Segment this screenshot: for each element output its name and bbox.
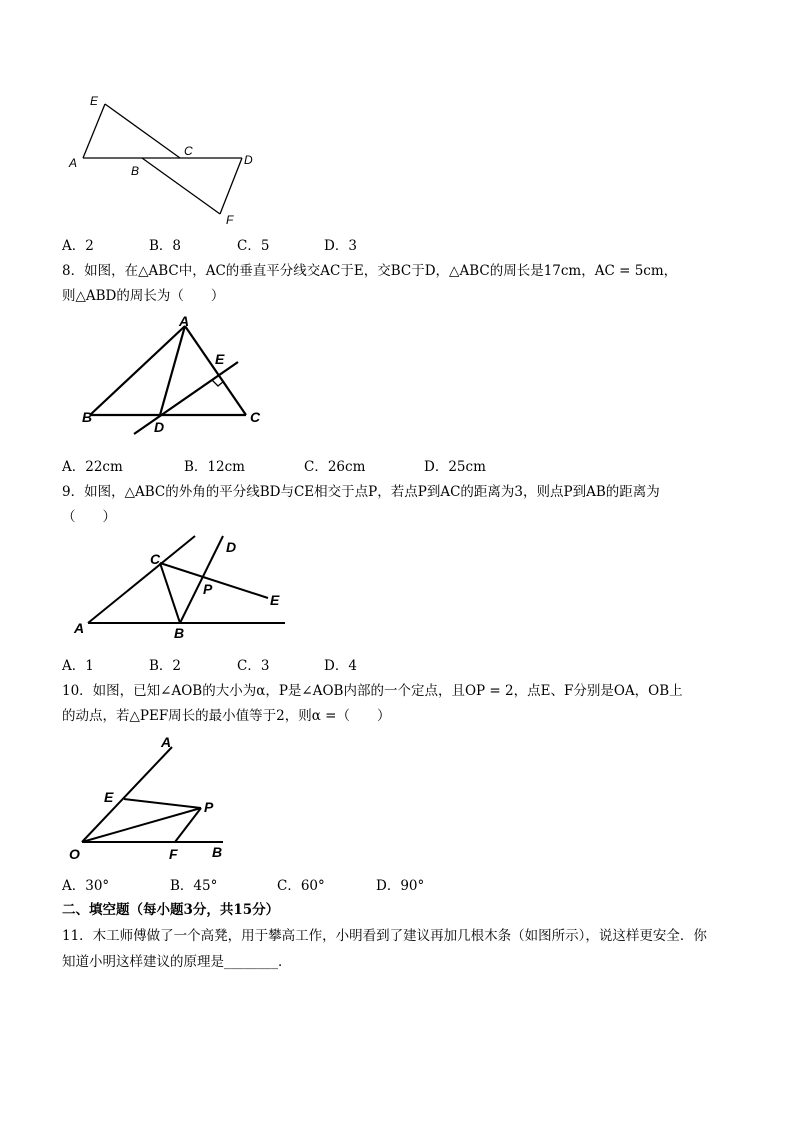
fig8-label-a: A bbox=[179, 313, 190, 329]
figure-q9 bbox=[70, 530, 310, 650]
section2-title: 二、填空题（每小题3分，共15分） bbox=[62, 902, 280, 918]
fig9-label-c: C bbox=[150, 551, 161, 567]
fig10-label-f: F bbox=[169, 846, 178, 862]
fig10-label-a: A bbox=[161, 734, 172, 750]
q9-stem-line2: （ ） bbox=[62, 509, 116, 525]
q10-option-b: B．45° bbox=[170, 878, 218, 894]
q8-stem-line1: 8．如图，在△ABC中，AC的垂直平分线交AC于E，交BC于D，△ABC的周长是17cm，AC = 5cm， bbox=[62, 263, 678, 279]
q7-option-c: C．5 bbox=[237, 238, 270, 254]
q8-option-d: D．25cm bbox=[424, 459, 486, 475]
fig9-label-p: P bbox=[203, 581, 213, 597]
fig8-label-d: D bbox=[154, 419, 165, 435]
figure-q7 bbox=[60, 90, 260, 230]
fig7-label-e: E bbox=[90, 94, 99, 108]
q7-option-b: B．8 bbox=[149, 238, 182, 254]
q9-option-c: C．3 bbox=[237, 658, 270, 674]
fig7-label-f: F bbox=[226, 213, 234, 227]
fig7-label-d: D bbox=[244, 153, 253, 167]
fig7-label-b: B bbox=[131, 164, 140, 178]
fig7-label-c: C bbox=[184, 144, 193, 158]
fig8-label-e: E bbox=[215, 351, 225, 367]
fig8-label-c: C bbox=[250, 409, 261, 425]
fig7-label-a: A bbox=[69, 156, 78, 170]
q10-option-a: A．30° bbox=[62, 878, 110, 894]
fig10-label-p: P bbox=[204, 799, 214, 815]
figure-q10 bbox=[65, 735, 265, 865]
fig10-label-b: B bbox=[212, 844, 223, 860]
q7-option-d: D．3 bbox=[324, 238, 357, 254]
q8-option-c: C．26cm bbox=[304, 459, 366, 475]
q8-stem-line2: 则△ABD的周长为（ ） bbox=[62, 288, 225, 304]
q9-option-b: B．2 bbox=[149, 658, 182, 674]
q7-option-a: A．2 bbox=[62, 238, 94, 254]
q8-option-b: B．12cm bbox=[184, 459, 245, 475]
q9-option-a: A．1 bbox=[62, 658, 94, 674]
fig10-label-e: E bbox=[104, 789, 114, 805]
figure-q8 bbox=[80, 312, 280, 442]
q9-option-d: D．4 bbox=[324, 658, 357, 674]
q10-option-c: C．60° bbox=[277, 878, 325, 894]
fig9-label-e: E bbox=[270, 592, 280, 608]
fig9-label-b: B bbox=[174, 625, 185, 641]
q8-option-a: A．22cm bbox=[62, 459, 123, 475]
q11-stem-line2: 知道小明这样建议的原理是________． bbox=[62, 954, 292, 970]
q10-stem-line1: 10．如图，已知∠AOB的大小为α，P是∠AOB内部的一个定点，且OP = 2，点E、F分别是OA，OB上 bbox=[62, 683, 683, 699]
q10-option-d: D．90° bbox=[376, 878, 425, 894]
fig8-label-b: B bbox=[82, 409, 93, 425]
q9-stem-line1: 9．如图，△ABC的外角的平分线BD与CE相交于点P，若点P到AC的距离为3，则点P到AB的距离为 bbox=[62, 484, 660, 500]
q10-stem-line2: 的动点，若△PEF周长的最小值等于2，则α =（ ） bbox=[62, 708, 391, 724]
fig10-label-o: O bbox=[69, 846, 80, 862]
q11-stem-line1: 11．木工师傅做了一个高凳，用于攀高工作，小明看到了建议再加几根木条（如图所示），说这样更安全．你 bbox=[62, 928, 707, 944]
fig9-label-d: D bbox=[226, 539, 237, 555]
fig9-label-a: A bbox=[74, 620, 85, 636]
